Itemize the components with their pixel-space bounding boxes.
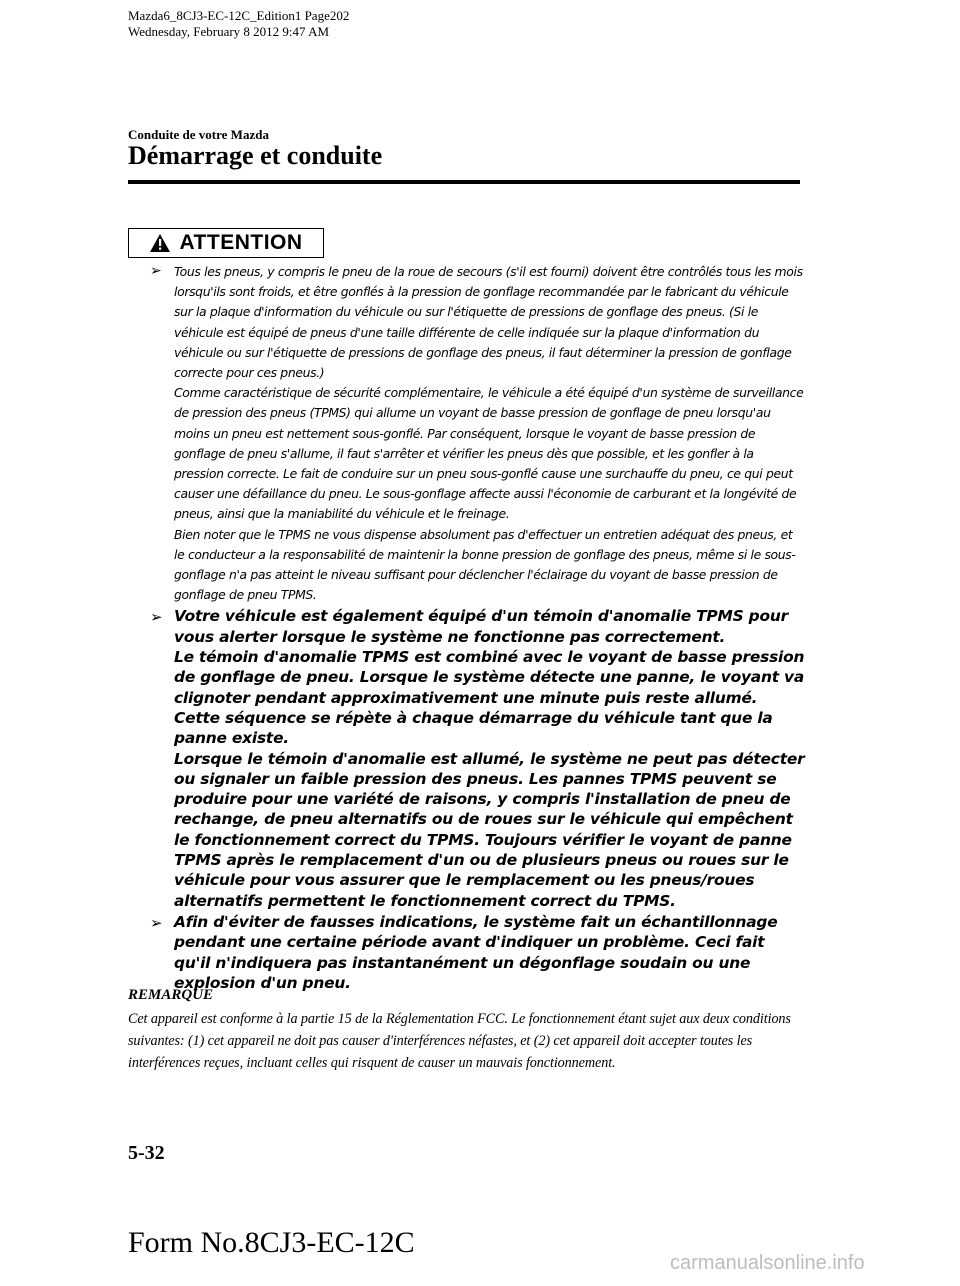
title-rule [128, 180, 800, 184]
arrow-bullet-icon: ➢ [150, 608, 163, 627]
attention-item [150, 606, 805, 910]
attention-paragraph: Le témoin d'anomalie TPMS est combiné avec le voyant de basse pression de gonflage de pneu. Lorsque le système détecte une panne, le voyant va clignoter pendant approximativement une minute puis reste allumé. Cette séquence se répète à chaque démarrage du véhicule tant que la panne existe. [174, 648, 805, 748]
arrow-bullet-icon: ➢ [150, 913, 163, 932]
arrow-bullet-icon: ➢ [150, 263, 162, 279]
attention-paragraph: Votre véhicule est également équipé d'un témoin d'anomalie TPMS pour vous alerter lorsque le système ne fonctionne pas correctement. [174, 607, 788, 646]
warning-triangle-icon [149, 233, 171, 253]
page-number: 5-32 [128, 1142, 165, 1164]
form-number: Form No.8CJ3-EC-12C [128, 1226, 415, 1259]
page-title: Démarrage et conduite [128, 141, 383, 170]
attention-paragraph: Lorsque le témoin d'anomalie est allumé, le système ne peut pas détecter ou signaler un faible pression des pneus. Les pannes TPMS peuvent se produire pour une variété de raisons, y compris l'installation de pneu de rechange, de pneu alternatifs ou de roues sur le véhicule qui empêchent le fonctionnement correct du TPMS. Toujours vérifier le voyant de panne TPMS après le remplacement d'un ou de plusieurs pneus ou roues sur le véhicule pour vous assurer que le remplacement ou les pneus/roues alternatifs permettent le fonctionnement correct du TPMS. [174, 749, 805, 910]
attention-paragraph: Comme caractéristique de sécurité complémentaire, le véhicule a été équipé d'un système de surveillance de pression des pneus (TPMS) qui allume un voyant de basse pression de gonflage de pneu lorsqu'au moins un pneu est nettement sous-gonflé. Par conséquent, lorsque le voyant de basse pression de gonflage de pneu s'allume, il faut s'arrêter et vérifier les pneus dès que possible, et les gonfler à la pression correcte. Le fait de conduire sur un pneu sous-gonflé cause une surchauffe du pneu, ce qui peut causer une défaillance du pneu. Le sous-gonflage affecte aussi l'économie de carburant et la longévité de pneus, ainsi que la maniabilité du véhicule et le freinage. [174, 385, 804, 522]
remarque-heading: REMARQUE [128, 987, 214, 1003]
attention-paragraph: Afin d'éviter de fausses indications, le système fait un échantillonnage pendant une certaine période avant d'indiquer un problème. Ceci fait qu'il n'indiquera pas instantanément un dégonflage soudain ou une explosion d'un pneu. [174, 912, 778, 992]
attention-paragraph: Bien noter que le TPMS ne vous dispense absolument pas d'effectuer un entretien adéquat des pneus, et le conducteur a la responsabilité de maintenir la bonne pression de gonflage des pneus, même si le sous-gonflage n'a pas atteint le niveau suffisant pour déclencher l'éclairage du voyant de basse pression de gonflage de pneu TPMS. [174, 526, 796, 603]
watermark: carmanualsonline.info [670, 1252, 865, 1274]
attention-item [150, 262, 805, 605]
print-header [128, 8, 349, 40]
attention-list [150, 262, 805, 993]
attention-label: ATTENTION [179, 231, 303, 254]
attention-item [150, 912, 805, 993]
print-header-file: Mazda6_8CJ3-EC-12C_Edition1 Page202 [128, 8, 350, 23]
remarque-text: Cet appareil est conforme à la partie 15 de la Réglementation FCC. Le fonctionnement étant sujet aux deux conditions suivantes: (1) cet appareil ne doit pas causer d'interférences néfastes, et (2) cet appareil doit accepter toutes les interférences reçues, incluant celles qui risquent de causer un mauvais fonctionnement. [128, 1011, 791, 1071]
section-label: Conduite de votre Mazda [128, 127, 269, 142]
print-header-date: Wednesday, February 8 2012 9:47 AM [128, 24, 330, 39]
attention-paragraph: Tous les pneus, y compris le pneu de la roue de secours (s'il est fourni) doivent être contrôlés tous les mois lorsqu'ils sont froids, et être gonflés à la pression de gonflage recommandée par le fabricant du véhicule sur la plaque d'information du véhicule ou sur l'étiquette de pressions de gonflage des pneus. (Si le véhicule est équipé de pneus d'une taille différente de celle indiquée sur la plaque d'information du véhicule ou sur l'étiquette de pressions de gonflage des pneus, il faut déterminer la pression de gonflage correcte pour ces pneus.) [174, 264, 803, 381]
attention-box [128, 228, 324, 258]
